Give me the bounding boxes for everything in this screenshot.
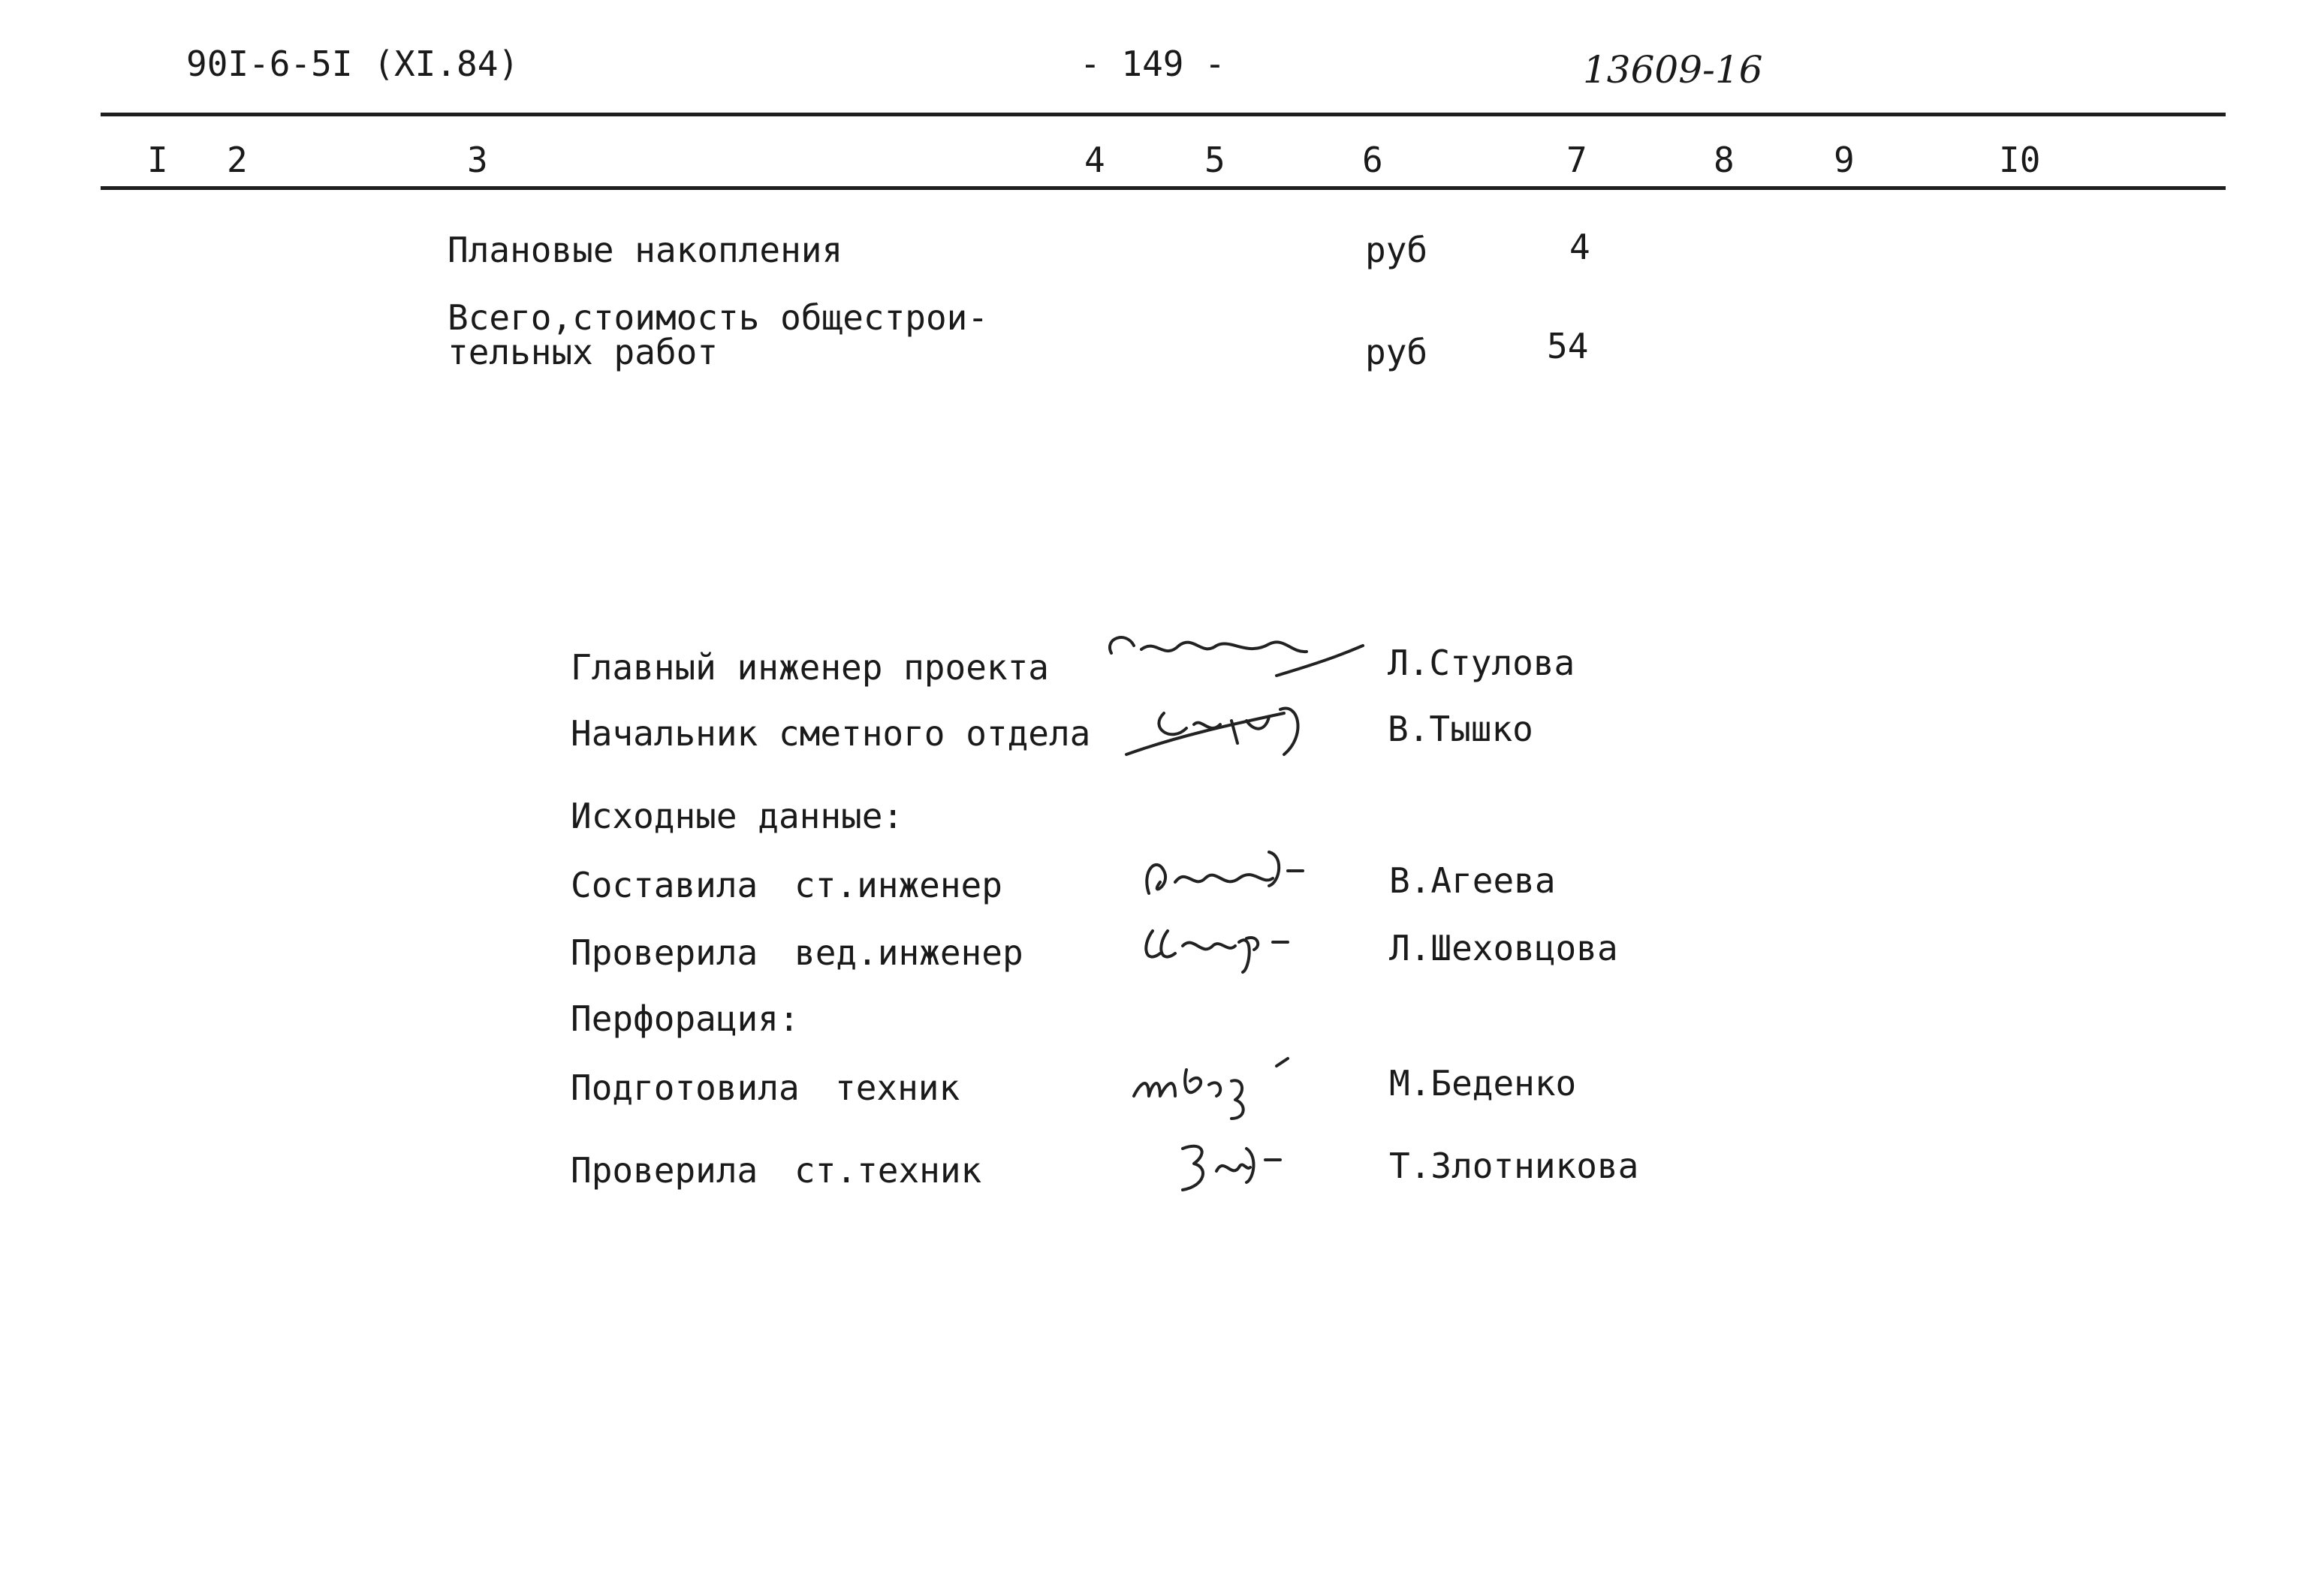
column-number-8: 8 [1714,140,1735,180]
row-total-value: 54 [1547,326,1589,366]
column-number-5: 5 [1204,140,1225,180]
compiled-signature [1134,841,1314,908]
checked-senior-title: ст.техник [794,1150,982,1191]
column-number-9: 9 [1834,140,1855,180]
row-total-unit: руб [1365,332,1428,372]
prepared-name: М.Беденко [1389,1063,1577,1104]
column-number-10: I0 [1999,140,2041,180]
archive-number: 13609-16 [1583,48,1763,92]
row-total-description-line1: Всего,стоимость общестрои- [448,297,989,338]
table-header-rule [101,186,2226,190]
row-total-description-line2: тельных работ [448,332,719,372]
column-number-3: 3 [467,140,488,180]
source-data-heading: Исходные данные: [571,796,904,836]
prepared-role: Подготовила [571,1068,800,1108]
column-number-6: 6 [1362,140,1383,180]
compiled-name: В.Агеева [1389,860,1556,901]
page-number: - 149 - [1080,44,1225,84]
column-number-4: 4 [1084,140,1105,180]
checked-senior-signature [1171,1126,1292,1194]
column-number-2: 2 [227,140,248,180]
compiled-title: ст.инженер [794,865,1002,905]
estimate-head-title: Начальник сметного отдела [571,713,1091,754]
table-top-rule [101,113,2226,116]
prepared-title: техник [835,1068,960,1108]
prepared-signature [1126,1043,1307,1126]
chief-engineer-name: Л.Стулова [1388,643,1575,683]
chief-engineer-title: Главный инженер проекта [571,647,1049,688]
checked-lead-signature [1134,908,1307,976]
checked-lead-name: Л.Шеховцова [1389,928,1618,968]
estimate-head-name: В.Тышко [1388,709,1533,749]
row-planned-savings-description: Плановые накопления [448,230,843,270]
document-code: 90I-6-5I (XI.84) [186,44,520,84]
perforation-heading: Перфорация: [571,998,800,1039]
checked-senior-role: Проверила [571,1150,758,1191]
column-number-1: I [147,140,168,180]
compiled-role: Составила [571,865,758,905]
checked-lead-role: Проверила [571,932,758,973]
checked-lead-title: вед.инженер [794,932,1023,973]
row-planned-savings-unit: руб [1365,230,1428,270]
chief-engineer-signature [1096,623,1367,683]
column-number-7: 7 [1566,140,1587,180]
row-planned-savings-value: 4 [1569,227,1590,267]
checked-senior-name: Т.Злотникова [1389,1146,1639,1186]
estimate-head-signature [1119,691,1344,766]
